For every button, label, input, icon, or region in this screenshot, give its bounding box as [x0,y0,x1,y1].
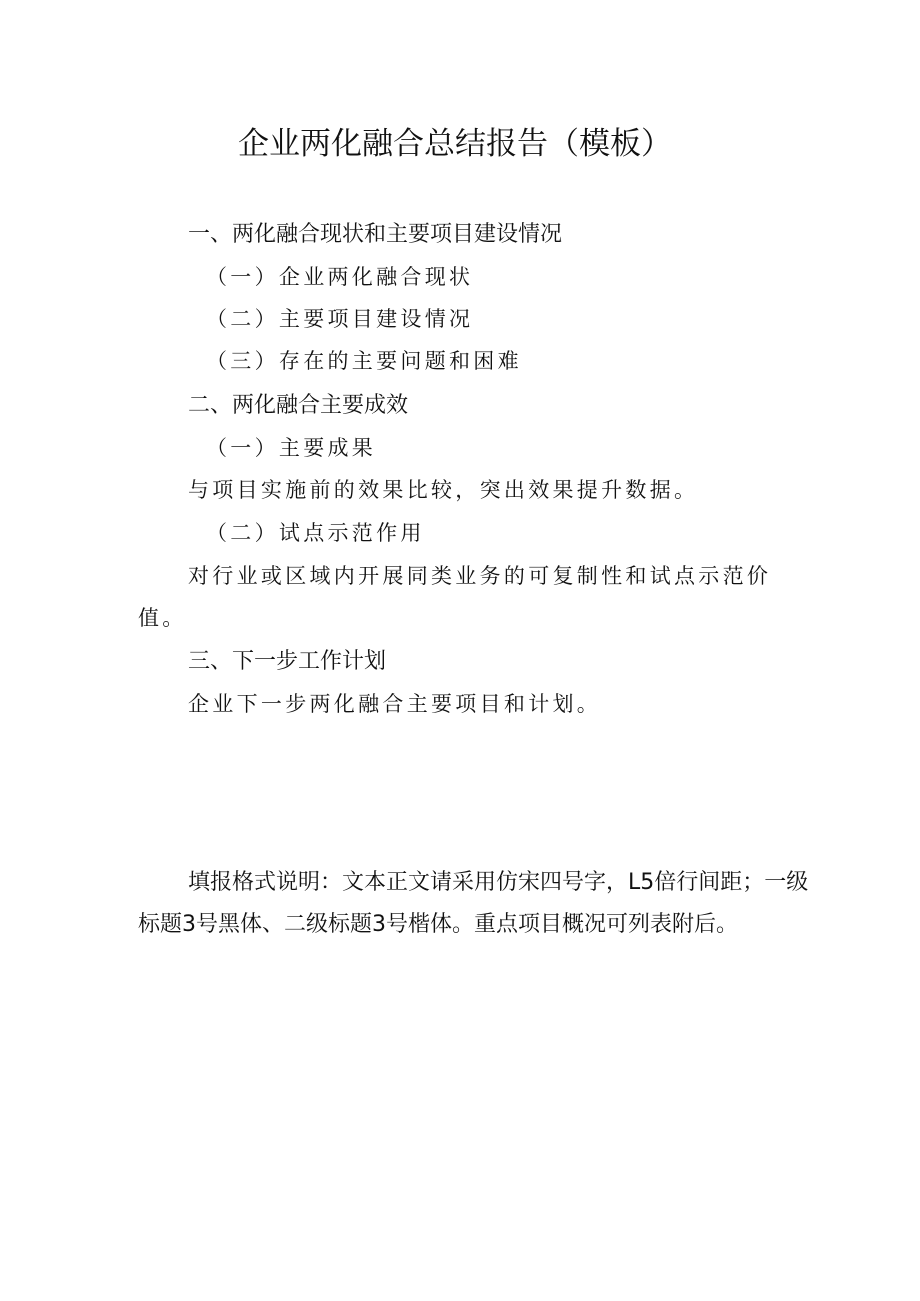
section-1-subheading-2: （二）主要项目建设情况 [206,307,474,331]
format-note: 填报格式说明：文本正文请采用仿宋四号字，L5倍行间距；一级标题3号黑体、二级标题3号楷体。重点项目概况可列表附后。 [138,870,809,937]
document-title: 企业两化融合总结报告（模板） [238,126,672,162]
section-1-heading: 一、两化融合现状和主要项目建设情况 [188,222,563,247]
section-2-subheading-1: （一）主要成果 [206,436,377,460]
section-2-sub2-body-line-1: 对行业或区域内开展同类业务的可复制性和试点示范价 [188,564,772,588]
section-3-body: 企业下一步两化融合主要项目和计划。 [188,692,602,716]
section-1-subheading-3: （三）存在的主要问题和困难 [206,349,522,373]
section-2-sub2-body-line-2: 值。 [138,606,187,630]
section-2-sub1-body: 与项目实施前的效果比较，突出效果提升数据。 [188,478,699,502]
section-2-heading: 二、两化融合主要成效 [188,393,409,418]
section-2-subheading-2: （二）试点示范作用 [206,521,425,545]
section-3-heading: 三、下一步工作计划 [188,649,387,674]
section-1-subheading-1: （一）企业两化融合现状 [206,265,474,289]
